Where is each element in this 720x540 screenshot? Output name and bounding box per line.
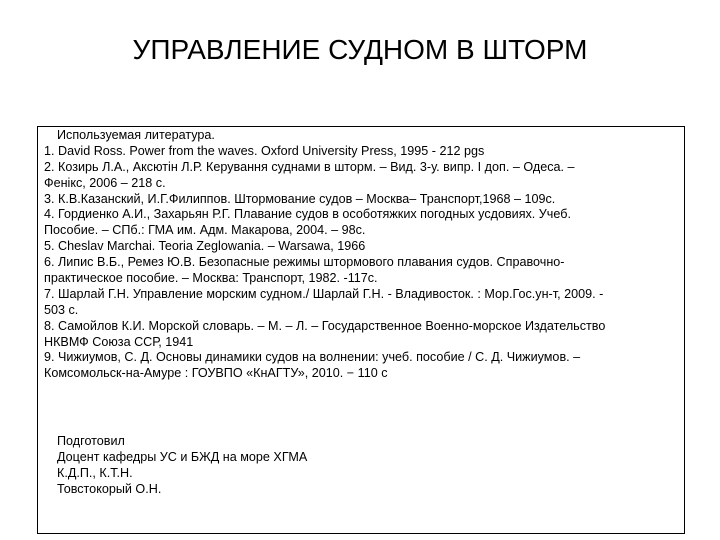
reference-item — [44, 192, 680, 208]
reference-line: 503 с. — [44, 302, 79, 317]
reference-item — [44, 207, 680, 239]
reference-line: Пособие. – СПб.: ГМА им. Адм. Макарова, 2004. – 98с. — [44, 223, 366, 238]
reference-line: 3. К.В.Казанский, И.Г.Филиппов. Штормование судов – Москва– Транспорт,1968 – 109с. — [44, 191, 556, 206]
reference-line: практическое пособие. – Москва: Транспорт, 1982. -117с. — [44, 271, 378, 286]
prepared-by-line: Товстокорый О.Н. — [57, 481, 162, 496]
reference-line: 1. David Ross. Power from the waves. Oxford University Press, 1995 - 212 pgs — [44, 143, 485, 158]
prepared-by-line: К.Д.П., К.Т.Н. — [57, 466, 133, 481]
reference-line: 7. Шарлай Г.Н. Управление морским судном./ Шарлай Г.Н. - Владивосток. : Мор.Гос.ун-т, 2009. - — [44, 286, 604, 301]
reference-line: НКВМФ Союза ССР, 1941 — [44, 334, 194, 349]
reference-line: 5. Cheslav Marchai. Teoria Zeglowania. – Warsawa, 1966 — [44, 239, 366, 254]
reference-item — [44, 160, 680, 192]
reference-line: 9. Чижиумов, С. Д. Основы динамики судов на волнении: учеб. пособие / С. Д. Чижиумов. – — [44, 350, 581, 365]
reference-line: Фенікс, 2006 – 218 с. — [44, 175, 166, 190]
reference-line: 4. Гордиенко А.И., Захарьян Р.Г. Плавание судов в особотяжких погодных усдовиях. Учеб. — [44, 207, 571, 222]
reference-item — [44, 350, 680, 382]
reference-item — [44, 255, 680, 287]
references-header: Используемая литература. — [57, 128, 215, 142]
prepared-by-block — [44, 434, 680, 498]
reference-item — [44, 287, 680, 319]
reference-item — [44, 144, 680, 160]
slide-title: УПРАВЛЕНИЕ СУДНОМ В ШТОРМ — [132, 34, 588, 65]
reference-item — [44, 239, 680, 255]
reference-line: 6. Липис В.Б., Ремез Ю.В. Безопасные режимы штормового плавания судов. Справочно- — [44, 255, 565, 270]
reference-line: Комсомольск-на-Амуре : ГОУВПО «КнАГТУ», 2010. − 110 с — [44, 366, 388, 381]
reference-line: 2. Козирь Л.А., Аксютін Л.Р. Керування суднами в шторм. – Вид. 3-у. випр. І доп. – Одеса. – — [44, 159, 575, 174]
reference-item — [44, 319, 680, 351]
prepared-by-line: Доцент кафедры УС и БЖД на море ХГМА — [57, 450, 308, 465]
prepared-by-line: Подготовил — [57, 434, 125, 449]
references-block — [44, 128, 680, 498]
reference-line: 8. Самойлов К.И. Морской словарь. – М. – Л. – Государственное Военно-морское Издательство — [44, 318, 606, 333]
